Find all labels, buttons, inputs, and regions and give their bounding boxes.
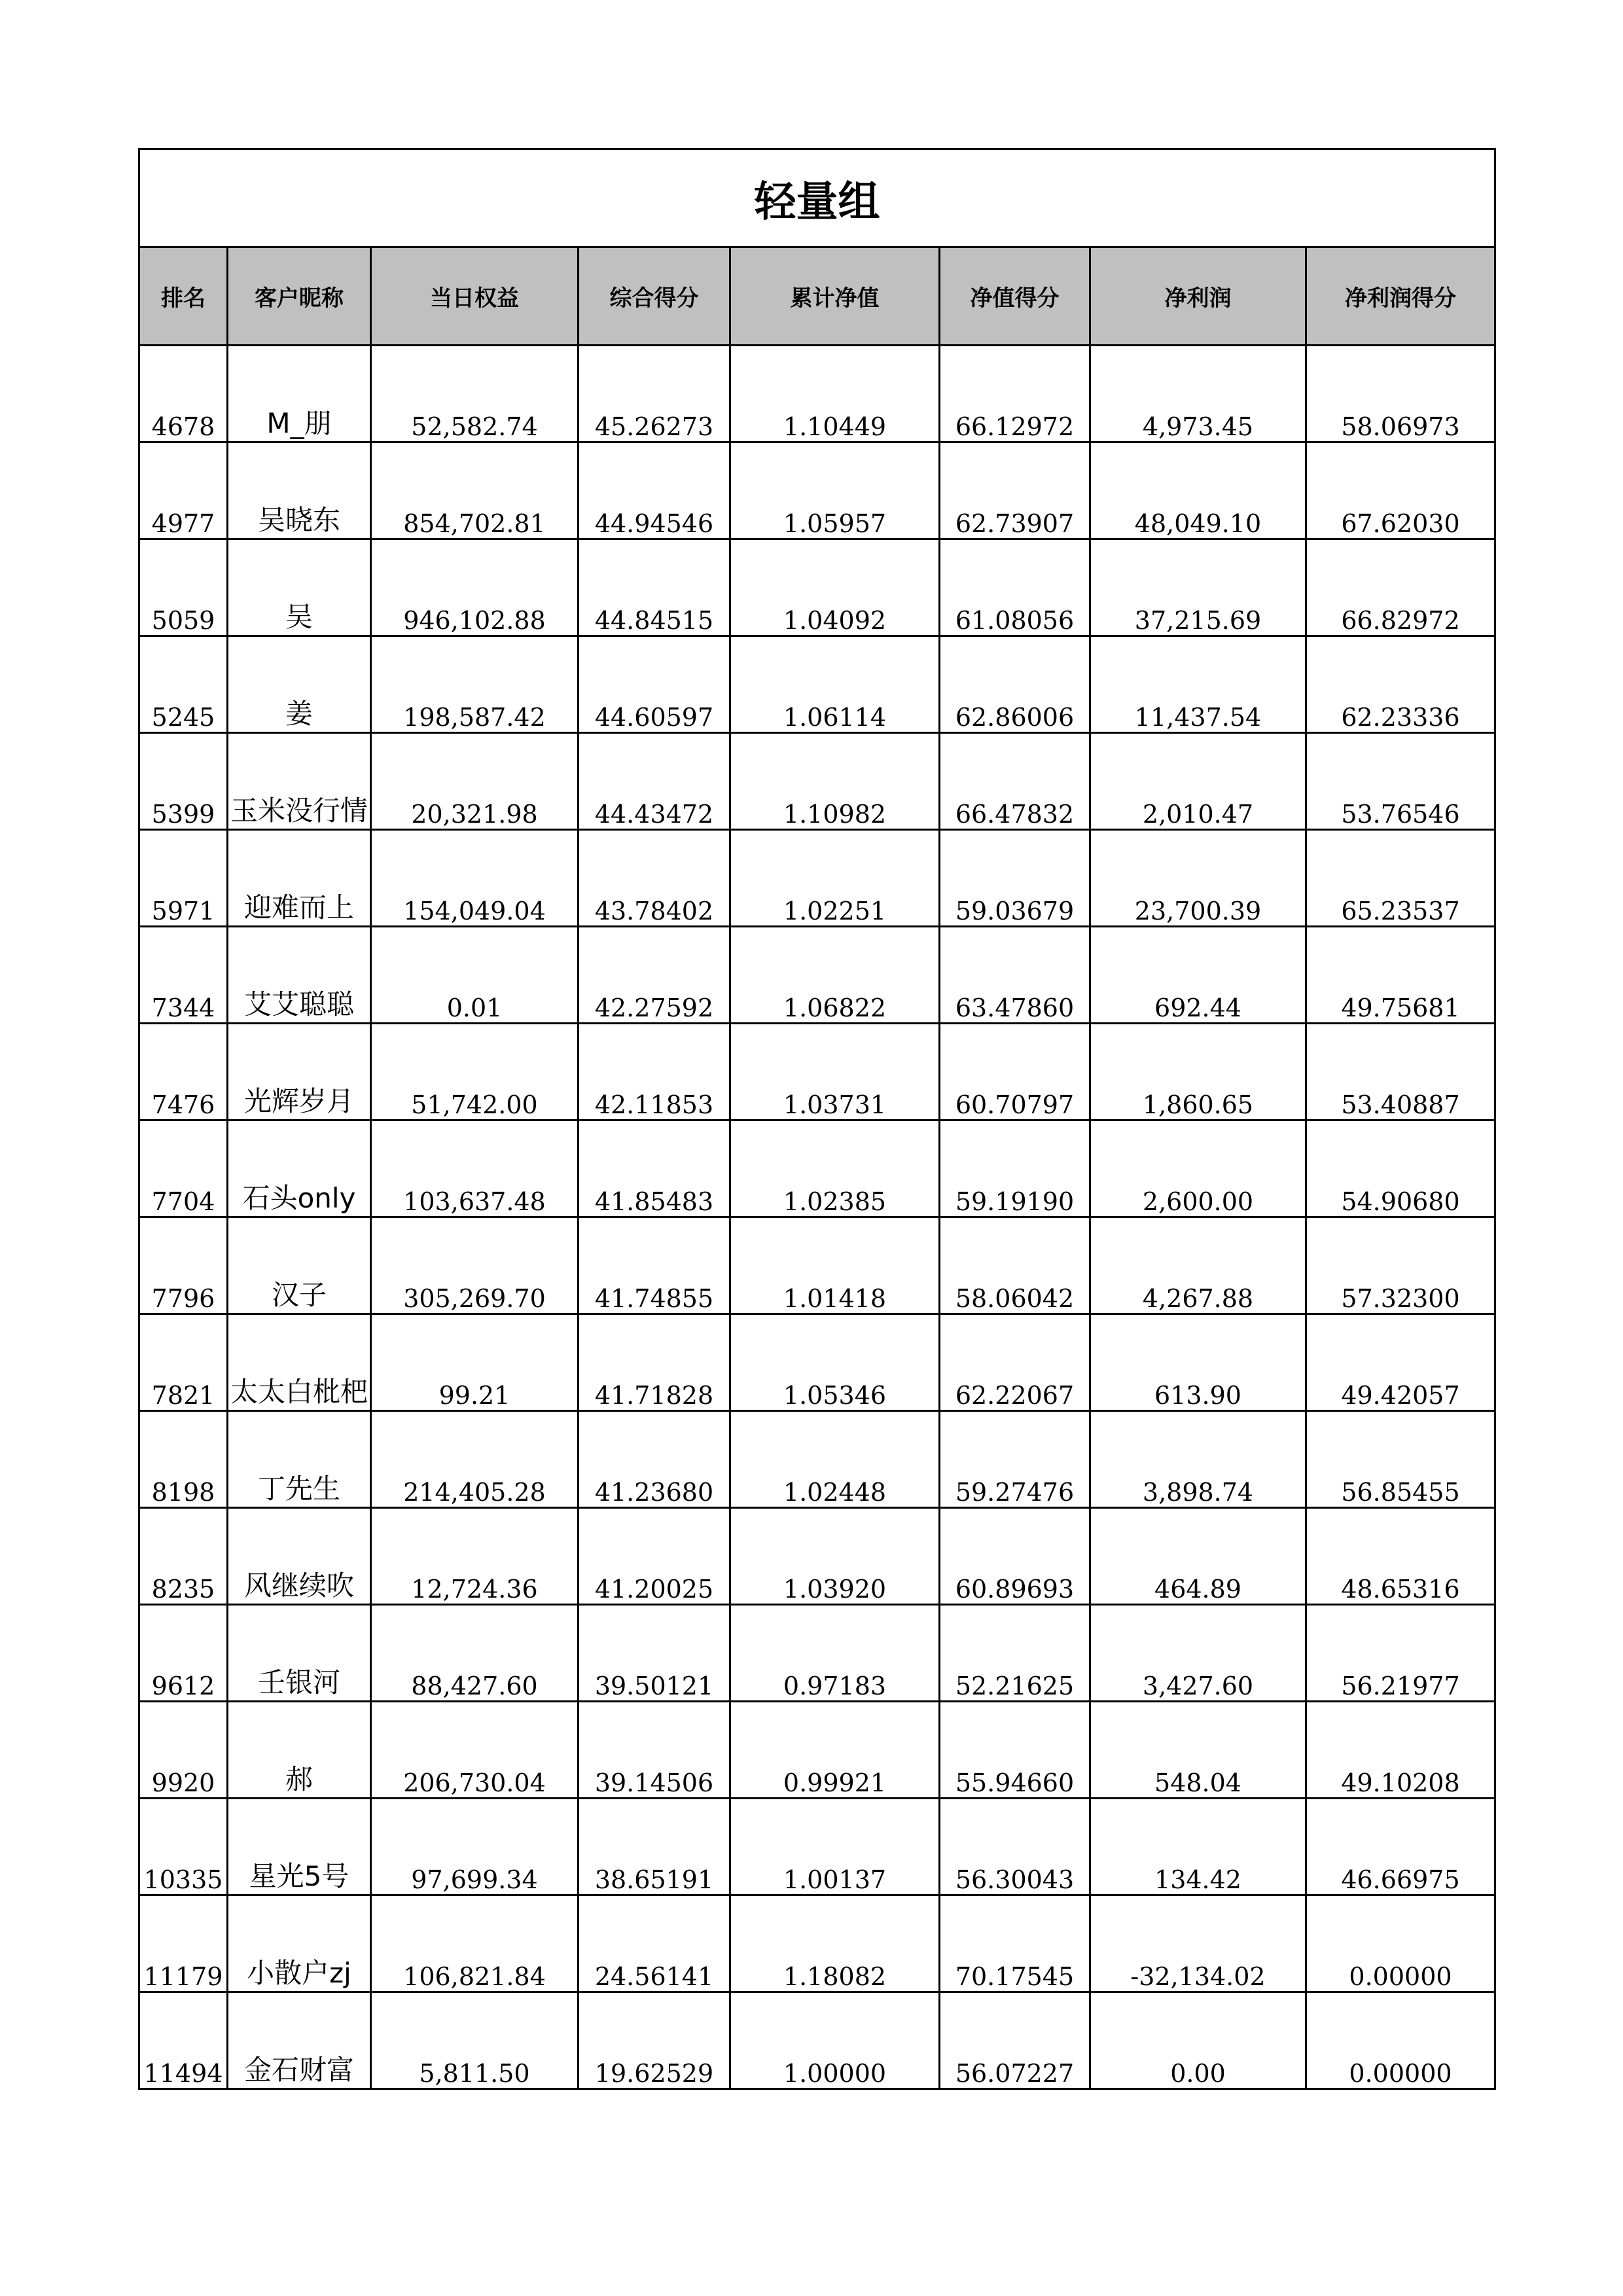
equity-cell: 103,637.48 [371,1121,579,1217]
net-profit-cell: 464.89 [1090,1508,1306,1605]
equity-cell: 305,269.70 [371,1217,579,1314]
equity-cell: 206,730.04 [371,1702,579,1799]
rank-cell: 7704 [139,1121,228,1217]
cumulative-nav-cell: 1.03920 [730,1508,940,1605]
equity-cell: 106,821.84 [371,1895,579,1992]
col-header-cumulative-nav: 累计净值 [730,247,940,346]
profit-score-cell: 49.42057 [1306,1314,1495,1411]
header-row [139,247,1495,346]
cumulative-nav-cell: 0.99921 [730,1702,940,1799]
nickname-cell: 汉子 [228,1217,371,1314]
rank-cell: 11179 [139,1895,228,1992]
equity-cell: 854,702.81 [371,442,579,539]
rank-cell: 7476 [139,1024,228,1121]
nav-score-cell: 60.89693 [940,1508,1090,1605]
table-row [139,927,1495,1024]
cumulative-nav-cell: 1.02251 [730,830,940,927]
nav-score-cell: 55.94660 [940,1702,1090,1799]
equity-cell: 20,321.98 [371,733,579,830]
profit-score-cell: 58.06973 [1306,346,1495,442]
equity-cell: 154,049.04 [371,830,579,927]
total-score-cell: 38.65191 [579,1799,730,1895]
cumulative-nav-cell: 0.97183 [730,1605,940,1702]
table-row [139,539,1495,636]
total-score-cell: 41.20025 [579,1508,730,1605]
nickname-cell: 艾艾聪聪 [228,927,371,1024]
equity-cell: 0.01 [371,927,579,1024]
cumulative-nav-cell: 1.06114 [730,636,940,733]
equity-cell: 198,587.42 [371,636,579,733]
profit-score-cell: 62.23336 [1306,636,1495,733]
equity-cell: 5,811.50 [371,1992,579,2089]
nickname-cell: 星光5号 [228,1799,371,1895]
rank-cell: 7821 [139,1314,228,1411]
nickname-cell: 姜 [228,636,371,733]
profit-score-cell: 65.23537 [1306,830,1495,927]
nickname-cell: M_朋 [228,346,371,442]
profit-score-cell: 49.75681 [1306,927,1495,1024]
table-row [139,1895,1495,1992]
nickname-cell: 郝 [228,1702,371,1799]
nav-score-cell: 56.30043 [940,1799,1090,1895]
nickname-cell: 太太白枇杷 [228,1314,371,1411]
profit-score-cell: 54.90680 [1306,1121,1495,1217]
equity-cell: 51,742.00 [371,1024,579,1121]
rank-cell: 7796 [139,1217,228,1314]
table-row [139,1605,1495,1702]
nav-score-cell: 58.06042 [940,1217,1090,1314]
total-score-cell: 24.56141 [579,1895,730,1992]
table-row [139,1799,1495,1895]
col-header-rank: 排名 [139,247,228,346]
nickname-cell: 小散户zj [228,1895,371,1992]
total-score-cell: 41.85483 [579,1121,730,1217]
col-header-profit-score: 净利润得分 [1306,247,1495,346]
table-row [139,1508,1495,1605]
nav-score-cell: 70.17545 [940,1895,1090,1992]
table-row [139,1121,1495,1217]
nav-score-cell: 52.21625 [940,1605,1090,1702]
total-score-cell: 43.78402 [579,830,730,927]
cumulative-nav-cell: 1.00000 [730,1992,940,2089]
cumulative-nav-cell: 1.04092 [730,539,940,636]
profit-score-cell: 0.00000 [1306,1895,1495,1992]
cumulative-nav-cell: 1.10449 [730,346,940,442]
rank-cell: 10335 [139,1799,228,1895]
rank-cell: 9612 [139,1605,228,1702]
equity-cell: 52,582.74 [371,346,579,442]
table-row [139,1992,1495,2089]
rank-cell: 11494 [139,1992,228,2089]
net-profit-cell: 0.00 [1090,1992,1306,2089]
cumulative-nav-cell: 1.18082 [730,1895,940,1992]
total-score-cell: 41.74855 [579,1217,730,1314]
net-profit-cell: 3,427.60 [1090,1605,1306,1702]
rank-cell: 5971 [139,830,228,927]
profit-score-cell: 53.76546 [1306,733,1495,830]
total-score-cell: 44.60597 [579,636,730,733]
net-profit-cell: 4,267.88 [1090,1217,1306,1314]
rank-cell: 7344 [139,927,228,1024]
profit-score-cell: 56.85455 [1306,1411,1495,1508]
total-score-cell: 19.62529 [579,1992,730,2089]
net-profit-cell: 23,700.39 [1090,830,1306,927]
total-score-cell: 44.43472 [579,733,730,830]
total-score-cell: 41.71828 [579,1314,730,1411]
table-row [139,1702,1495,1799]
nav-score-cell: 62.73907 [940,442,1090,539]
nav-score-cell: 66.12972 [940,346,1090,442]
col-header-nickname: 客户昵称 [228,247,371,346]
table-body [139,346,1495,2089]
nav-score-cell: 61.08056 [940,539,1090,636]
rank-cell: 5245 [139,636,228,733]
table-row [139,442,1495,539]
cumulative-nav-cell: 1.02448 [730,1411,940,1508]
net-profit-cell: 613.90 [1090,1314,1306,1411]
nav-score-cell: 62.86006 [940,636,1090,733]
rank-cell: 9920 [139,1702,228,1799]
net-profit-cell: 692.44 [1090,927,1306,1024]
profit-score-cell: 67.62030 [1306,442,1495,539]
nav-score-cell: 59.27476 [940,1411,1090,1508]
table-row [139,1411,1495,1508]
nickname-cell: 石头only [228,1121,371,1217]
col-header-nav-score: 净值得分 [940,247,1090,346]
profit-score-cell: 49.10208 [1306,1702,1495,1799]
nickname-cell: 吴 [228,539,371,636]
net-profit-cell: 2,010.47 [1090,733,1306,830]
nav-score-cell: 60.70797 [940,1024,1090,1121]
cumulative-nav-cell: 1.05957 [730,442,940,539]
nav-score-cell: 59.03679 [940,830,1090,927]
equity-cell: 12,724.36 [371,1508,579,1605]
net-profit-cell: 37,215.69 [1090,539,1306,636]
nickname-cell: 风继续吹 [228,1508,371,1605]
profit-score-cell: 0.00000 [1306,1992,1495,2089]
nav-score-cell: 66.47832 [940,733,1090,830]
nickname-cell: 玉米没行情 [228,733,371,830]
nav-score-cell: 62.22067 [940,1314,1090,1411]
total-score-cell: 42.11853 [579,1024,730,1121]
col-header-equity: 当日权益 [371,247,579,346]
rank-cell: 4977 [139,442,228,539]
cumulative-nav-cell: 1.03731 [730,1024,940,1121]
net-profit-cell: 11,437.54 [1090,636,1306,733]
profit-score-cell: 48.65316 [1306,1508,1495,1605]
col-header-total-score: 综合得分 [579,247,730,346]
profit-score-cell: 46.66975 [1306,1799,1495,1895]
net-profit-cell: 1,860.65 [1090,1024,1306,1121]
net-profit-cell: 2,600.00 [1090,1121,1306,1217]
nickname-cell: 光辉岁月 [228,1024,371,1121]
rank-cell: 8198 [139,1411,228,1508]
table-row [139,733,1495,830]
rank-cell: 8235 [139,1508,228,1605]
equity-cell: 214,405.28 [371,1411,579,1508]
cumulative-nav-cell: 1.05346 [730,1314,940,1411]
table-row [139,1314,1495,1411]
nickname-cell: 壬银河 [228,1605,371,1702]
rank-cell: 5399 [139,733,228,830]
total-score-cell: 42.27592 [579,927,730,1024]
total-score-cell: 45.26273 [579,346,730,442]
equity-cell: 97,699.34 [371,1799,579,1895]
equity-cell: 99.21 [371,1314,579,1411]
table-row [139,830,1495,927]
table-row [139,346,1495,442]
cumulative-nav-cell: 1.06822 [730,927,940,1024]
total-score-cell: 39.14506 [579,1702,730,1799]
nickname-cell: 丁先生 [228,1411,371,1508]
table-title: 轻量组 [139,149,1495,247]
cumulative-nav-cell: 1.10982 [730,733,940,830]
cumulative-nav-cell: 1.02385 [730,1121,940,1217]
table-row [139,1024,1495,1121]
net-profit-cell: 48,049.10 [1090,442,1306,539]
rank-cell: 5059 [139,539,228,636]
table-row [139,636,1495,733]
total-score-cell: 39.50121 [579,1605,730,1702]
nav-score-cell: 59.19190 [940,1121,1090,1217]
profit-score-cell: 66.82972 [1306,539,1495,636]
equity-cell: 88,427.60 [371,1605,579,1702]
nickname-cell: 吴晓东 [228,442,371,539]
rank-cell: 4678 [139,346,228,442]
nickname-cell: 迎难而上 [228,830,371,927]
nav-score-cell: 63.47860 [940,927,1090,1024]
equity-cell: 946,102.88 [371,539,579,636]
net-profit-cell: 3,898.74 [1090,1411,1306,1508]
net-profit-cell: -32,134.02 [1090,1895,1306,1992]
profit-score-cell: 53.40887 [1306,1024,1495,1121]
nickname-cell: 金石财富 [228,1992,371,2089]
cumulative-nav-cell: 1.00137 [730,1799,940,1895]
total-score-cell: 41.23680 [579,1411,730,1508]
net-profit-cell: 548.04 [1090,1702,1306,1799]
nav-score-cell: 56.07227 [940,1992,1090,2089]
col-header-net-profit: 净利润 [1090,247,1306,346]
net-profit-cell: 134.42 [1090,1799,1306,1895]
total-score-cell: 44.94546 [579,442,730,539]
table-row [139,1217,1495,1314]
profit-score-cell: 57.32300 [1306,1217,1495,1314]
profit-score-cell: 56.21977 [1306,1605,1495,1702]
ranking-table [138,148,1496,2090]
cumulative-nav-cell: 1.01418 [730,1217,940,1314]
total-score-cell: 44.84515 [579,539,730,636]
net-profit-cell: 4,973.45 [1090,346,1306,442]
